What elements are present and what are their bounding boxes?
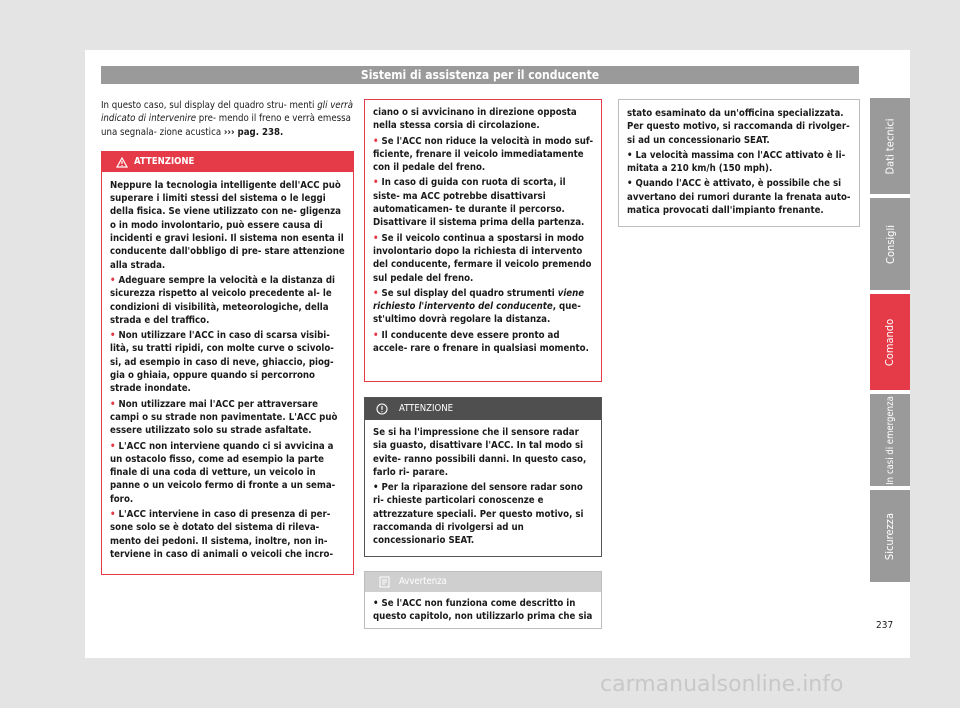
warning-box-continued [364,99,602,382]
page-number: 237 [876,620,894,631]
warning-bullet: • Se l'ACC non riduce la velocità in modo suf- ficiente, frenare il veicolo immediatamente con il pedale del freno. [373,135,594,174]
note-body [365,592,601,629]
column-right [618,99,860,227]
warning-header: ATTENZIONE [102,152,353,172]
caution-body [365,420,601,556]
note-icon [379,576,390,588]
tab-consigli[interactable]: Consigli [870,198,910,290]
warning-triangle-icon [116,157,128,168]
warning-bullet: • Se sul display del quadro strumenti viene richiesto l'intervento del conducente, que- st'ultimo dovrà regolare la distanza. [373,287,585,326]
warning-text: Neppure la tecnologia intelligente dell'ACC può superare i limiti stessi del sistema o le leggi della fisica. Se viene utilizzato con ne- gligenza o in modo involontario, può essere causa di incidenti e gravi lesioni. Il sistema non esenta il conducente dall'obbligo di pre- stare attenzione alla strada. [110,179,345,271]
warning-box [101,151,354,575]
page-header: Sistemi di assistenza per il conducente [101,66,859,84]
note-bullet: • Quando l'ACC è attivato, è possibile che si avvertano dei rumori durante la frenata auto- matica provocati dall'impianto frenante. [627,178,851,217]
caution-text: Se si ha l'impressione che il sensore radar sia guasto, disattivare l'ACC. In tal modo si evite- ranno possibili danni. In questo caso, farlo ri- parare. [373,427,587,478]
tab-dati-tecnici[interactable]: Dati tecnici [870,98,910,194]
watermark: carmanualsonline.info [600,672,844,697]
caution-bullet: • Per la riparazione del sensore radar sono ri- chieste particolari conoscenze e attrezzature speciali. Per questo motivo, si raccomanda di rivolgersi ad un concessionario SEAT. [373,482,584,547]
warning-bullet: • In caso di guida con ruota di scorta, il siste- ma ACC potrebbe disattivarsi automaticamen- te durante il percorso. Disattivare il sistema prima della partenza. [373,177,585,229]
note-header: Avvertenza [365,572,601,592]
tab-sicurezza[interactable]: Sicurezza [870,490,910,582]
page-reference-link[interactable]: ››› pag. 238. [223,126,284,138]
caution-box [364,397,602,557]
warning-bullet: • L'ACC non interviene quando ci si avvicina a un ostacolo fisso, come ad esempio la parte finale di una coda di vetture, un veicolo in panne o un veicolo fermo di fronte a un sema- foro. [110,440,336,505]
warning-bullet: • Non utilizzare mai l'ACC per attraversare campi o su strade non pavimentate. L'ACC può essere utilizzato solo su strade asfaltate. [110,398,338,437]
warning-bullet: • L'ACC interviene in caso di presenza di per- sone solo se è dotato del sistema di rileva- mento dei pedoni. Il sistema, inoltre, non in- terviene in caso di animali o veicoli che incro- [110,509,334,560]
warning-bullet: • Se il veicolo continua a spostarsi in modo involontario dopo la richiesta di intervento del conducente, fermare il veicolo premendo sul pedale del freno. [373,232,592,284]
warning-body [102,172,353,571]
column-left [101,99,354,575]
note-box [364,571,602,630]
exclamation-circle-icon [376,403,388,415]
note-box-continued [618,99,860,227]
tab-in-casi-di-emergenza[interactable]: In casi di emergenza [870,394,910,486]
tab-comando[interactable]: Comando [870,294,910,390]
caution-header: ATTENZIONE [365,398,601,420]
warning-bullet: • Non utilizzare l'ACC in caso di scarsa visibi- lità, su tratti ripidi, con molte curve o scivolo- si, ad esempio in caso di neve, ghiaccio, piog- gia o ghiaia, oppure quando si percorrono strade inondate. [110,330,334,395]
note-bullet: • La velocità massima con l'ACC attivato è li- mitata a 210 km/h (150 mph). [627,149,846,175]
warning-text: ciano o si avvicinano in direzione opposta nella stessa corsia di circolazione. [373,107,577,132]
warning-bullet: • Adeguare sempre la velocità e la distanza di sicurezza rispetto al veicolo precedente al- le condizioni di visibilità, meteorologiche, della strada e del traffico. [110,274,335,326]
intro-paragraph: In questo caso, sul display del quadro stru- menti gli verrà indicato di intervenire pre- mendo il freno e verrà emessa una segnala- zione acustica ››› pag. 238. [101,100,354,138]
warning-bullet: • Il conducente deve essere pronto ad accele- rare o frenare in qualsiasi momento. [373,329,589,355]
note-text: stato esaminato da un'officina specializzata. Per questo motivo, si raccomanda di rivolger- si ad un concessionario SEAT. [627,108,850,146]
note-bullet: • Se l'ACC non funziona come descritto in questo capitolo, non utilizzarlo prima che sia [373,597,593,622]
column-middle [364,99,602,629]
